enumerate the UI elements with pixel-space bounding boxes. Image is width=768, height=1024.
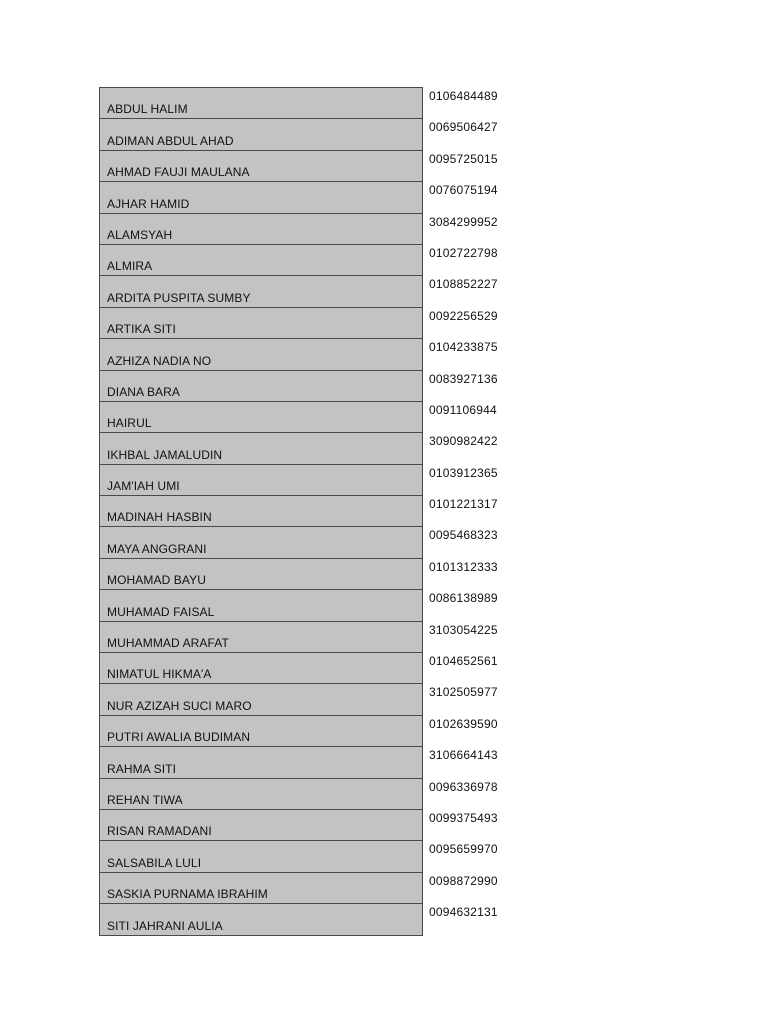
name-cell <box>99 872 423 903</box>
student-name: RAHMA SITI <box>107 761 177 776</box>
student-id: 3084299952 <box>429 214 498 229</box>
name-cell <box>99 118 423 149</box>
student-name: ALAMSYAH <box>107 227 173 242</box>
student-id: 0101312333 <box>429 559 498 574</box>
table-row <box>99 840 529 871</box>
table-row <box>99 903 529 934</box>
name-cell <box>99 589 423 620</box>
student-id: 0099375493 <box>429 810 498 825</box>
table-row <box>99 526 529 557</box>
student-id: 0094632131 <box>429 905 498 920</box>
student-id: 0104233875 <box>429 340 498 355</box>
table-row <box>99 244 529 275</box>
student-name: ARTIKA SITI <box>107 322 176 337</box>
student-id: 0103912365 <box>429 465 498 480</box>
student-name: AZHIZA NADIA NO <box>107 353 212 368</box>
name-cell <box>99 683 423 714</box>
student-id: 0092256529 <box>429 308 498 323</box>
student-name: SASKIA PURNAMA IBRAHIM <box>107 887 268 902</box>
table-row <box>99 118 529 149</box>
name-cell <box>99 87 423 118</box>
student-name: NIMATUL HIKMA'A <box>107 667 212 682</box>
name-cell <box>99 746 423 777</box>
name-cell <box>99 213 423 244</box>
table-row <box>99 401 529 432</box>
name-cell <box>99 401 423 432</box>
student-name: ADIMAN ABDUL AHAD <box>107 133 234 148</box>
name-cell <box>99 338 423 369</box>
student-id: 0106484489 <box>429 89 498 103</box>
table-row <box>99 589 529 620</box>
student-id: 0102639590 <box>429 716 498 731</box>
table-row <box>99 275 529 306</box>
name-cell <box>99 432 423 463</box>
student-id: 0069506427 <box>429 120 498 135</box>
student-id: 0095659970 <box>429 842 498 857</box>
student-name: REHAN TIWA <box>107 792 183 807</box>
student-name: HAIRUL <box>107 416 152 431</box>
name-cell <box>99 275 423 306</box>
table-row <box>99 307 529 338</box>
name-cell <box>99 558 423 589</box>
student-name: MAYA ANGGRANI <box>107 541 207 556</box>
table-row <box>99 464 529 495</box>
table-row <box>99 621 529 652</box>
table-row <box>99 150 529 181</box>
student-id: 3106664143 <box>429 748 498 763</box>
student-id: 0095468323 <box>429 528 498 543</box>
name-cell <box>99 181 423 212</box>
student-name: MOHAMAD BAYU <box>107 573 206 588</box>
student-name: DIANA BARA <box>107 384 181 399</box>
table-row <box>99 495 529 526</box>
table-row <box>99 181 529 212</box>
table-row <box>99 432 529 463</box>
student-name: JAM'IAH UMI <box>107 479 180 494</box>
student-name: SALSABILA LULI <box>107 855 202 870</box>
name-cell <box>99 370 423 401</box>
student-name: MADINAH HASBIN <box>107 510 212 525</box>
table-row <box>99 778 529 809</box>
name-cell <box>99 621 423 652</box>
student-id: 0086138989 <box>429 591 498 606</box>
student-name: ABDUL HALIM <box>107 102 188 117</box>
table-row <box>99 558 529 589</box>
table-row <box>99 87 529 118</box>
name-cell <box>99 307 423 338</box>
table-row <box>99 338 529 369</box>
name-cell <box>99 778 423 809</box>
student-name: RISAN RAMADANI <box>107 824 212 839</box>
student-id: 0108852227 <box>429 277 498 292</box>
table-row <box>99 652 529 683</box>
student-name: PUTRI AWALIA BUDIMAN <box>107 730 251 745</box>
name-cell <box>99 464 423 495</box>
name-cell <box>99 652 423 683</box>
student-id: 0083927136 <box>429 371 498 386</box>
student-name: IKHBAL JAMALUDIN <box>107 447 223 462</box>
student-name: ARDITA PUSPITA SUMBY <box>107 290 251 305</box>
student-id: 0098872990 <box>429 873 498 888</box>
name-id-table <box>99 87 529 935</box>
name-cell <box>99 840 423 871</box>
student-name: SITI JAHRANI AULIA <box>107 918 223 933</box>
student-name: AJHAR HAMID <box>107 196 190 211</box>
student-id: 0102722798 <box>429 245 498 260</box>
student-name: MUHAMAD FAISAL <box>107 604 215 619</box>
student-id: 0101221317 <box>429 497 498 512</box>
name-cell <box>99 526 423 557</box>
name-cell <box>99 715 423 746</box>
name-cell <box>99 150 423 181</box>
student-id: 3103054225 <box>429 622 498 637</box>
student-name: ALMIRA <box>107 259 153 274</box>
table-row <box>99 872 529 903</box>
student-id: 0076075194 <box>429 183 498 198</box>
student-id: 3090982422 <box>429 434 498 449</box>
table-row <box>99 809 529 840</box>
table-row <box>99 715 529 746</box>
student-id: 0104652561 <box>429 654 498 669</box>
student-name: AHMAD FAUJI MAULANA <box>107 165 250 180</box>
student-name: NUR AZIZAH SUCI MARO <box>107 698 252 713</box>
name-cell <box>99 495 423 526</box>
name-cell <box>99 809 423 840</box>
student-id: 0095725015 <box>429 151 498 166</box>
student-id: 0096336978 <box>429 779 498 794</box>
name-cell <box>99 244 423 275</box>
name-cell <box>99 903 423 935</box>
table-row <box>99 746 529 777</box>
table-row <box>99 213 529 244</box>
table-row <box>99 683 529 714</box>
student-id: 3102505977 <box>429 685 498 700</box>
table-row <box>99 370 529 401</box>
student-name: MUHAMMAD ARAFAT <box>107 636 229 651</box>
student-id: 0091106944 <box>429 402 497 417</box>
